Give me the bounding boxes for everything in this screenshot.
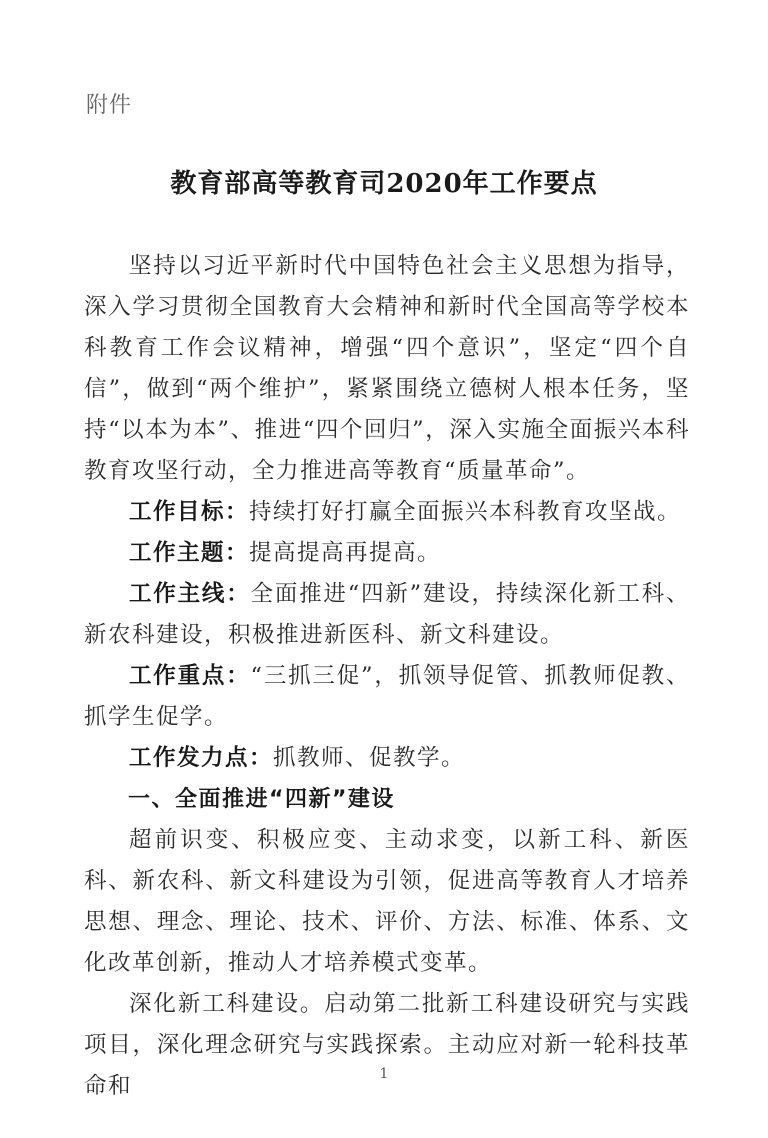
theme-label: 工作主题：: [129, 540, 250, 566]
focus-label: 工作重点：: [129, 663, 251, 689]
theme-text: 提高提高再提高。: [249, 540, 442, 566]
intro-paragraph: 坚持以习近平新时代中国特色社会主义思想为指导，深入学习贯彻全国教育大会精神和新时代全国高等学校本科教育工作会议精神，增强“四个意识”，坚定“四个自信”，做到“两个维护”，紧紧围绕立德树人根本任务，坚持“以本为本”、推进“四个回归”，深入实施全面振兴本科教育攻坚行动，全力推进高等教育“质量革命”。: [84, 253, 690, 484]
document-title: 教育部高等教育司2020年工作要点: [170, 169, 598, 199]
focus-text: “三抓三促”，抓领导促管、抓教师促教、抓学生促学。: [84, 663, 690, 730]
attachment-label: 附件: [86, 93, 133, 118]
goal-paragraph: [84, 492, 690, 533]
goal-label: 工作目标：: [129, 499, 250, 525]
goal-text: 持续打好打赢全面振兴本科教育攻坚战。: [249, 499, 682, 525]
force-text: 抓教师、促教学。: [273, 745, 466, 771]
theme-paragraph: [84, 533, 690, 574]
document-body: [84, 246, 690, 1107]
section-heading-1: 一、全面推进“四新”建设: [128, 787, 395, 812]
force-paragraph: [84, 738, 690, 779]
page-number: 1: [379, 1066, 389, 1082]
mainline-label: 工作主线：: [129, 581, 251, 607]
force-label: 工作发力点：: [129, 745, 274, 771]
focus-paragraph: [84, 656, 690, 738]
engineering-paragraph: 深化新工科建设。启动第二批新工科建设研究与实践项目，深化理念研究与实践探索。主动应对新一轮科技革命和: [84, 991, 690, 1099]
section1-paragraph: 超前识变、积极应变、主动求变，以新工科、新医科、新农科、新文科建设为引领，促进高等教育人才培养思想、理念、理论、技术、评价、方法、标准、体系、文化改革创新，推动人才培养模式变革。: [84, 827, 690, 976]
mainline-text: 全面推进“四新”建设，持续深化新工科、新农科建设，积极推进新医科、新文科建设。: [84, 581, 690, 648]
mainline-paragraph: [84, 574, 690, 656]
